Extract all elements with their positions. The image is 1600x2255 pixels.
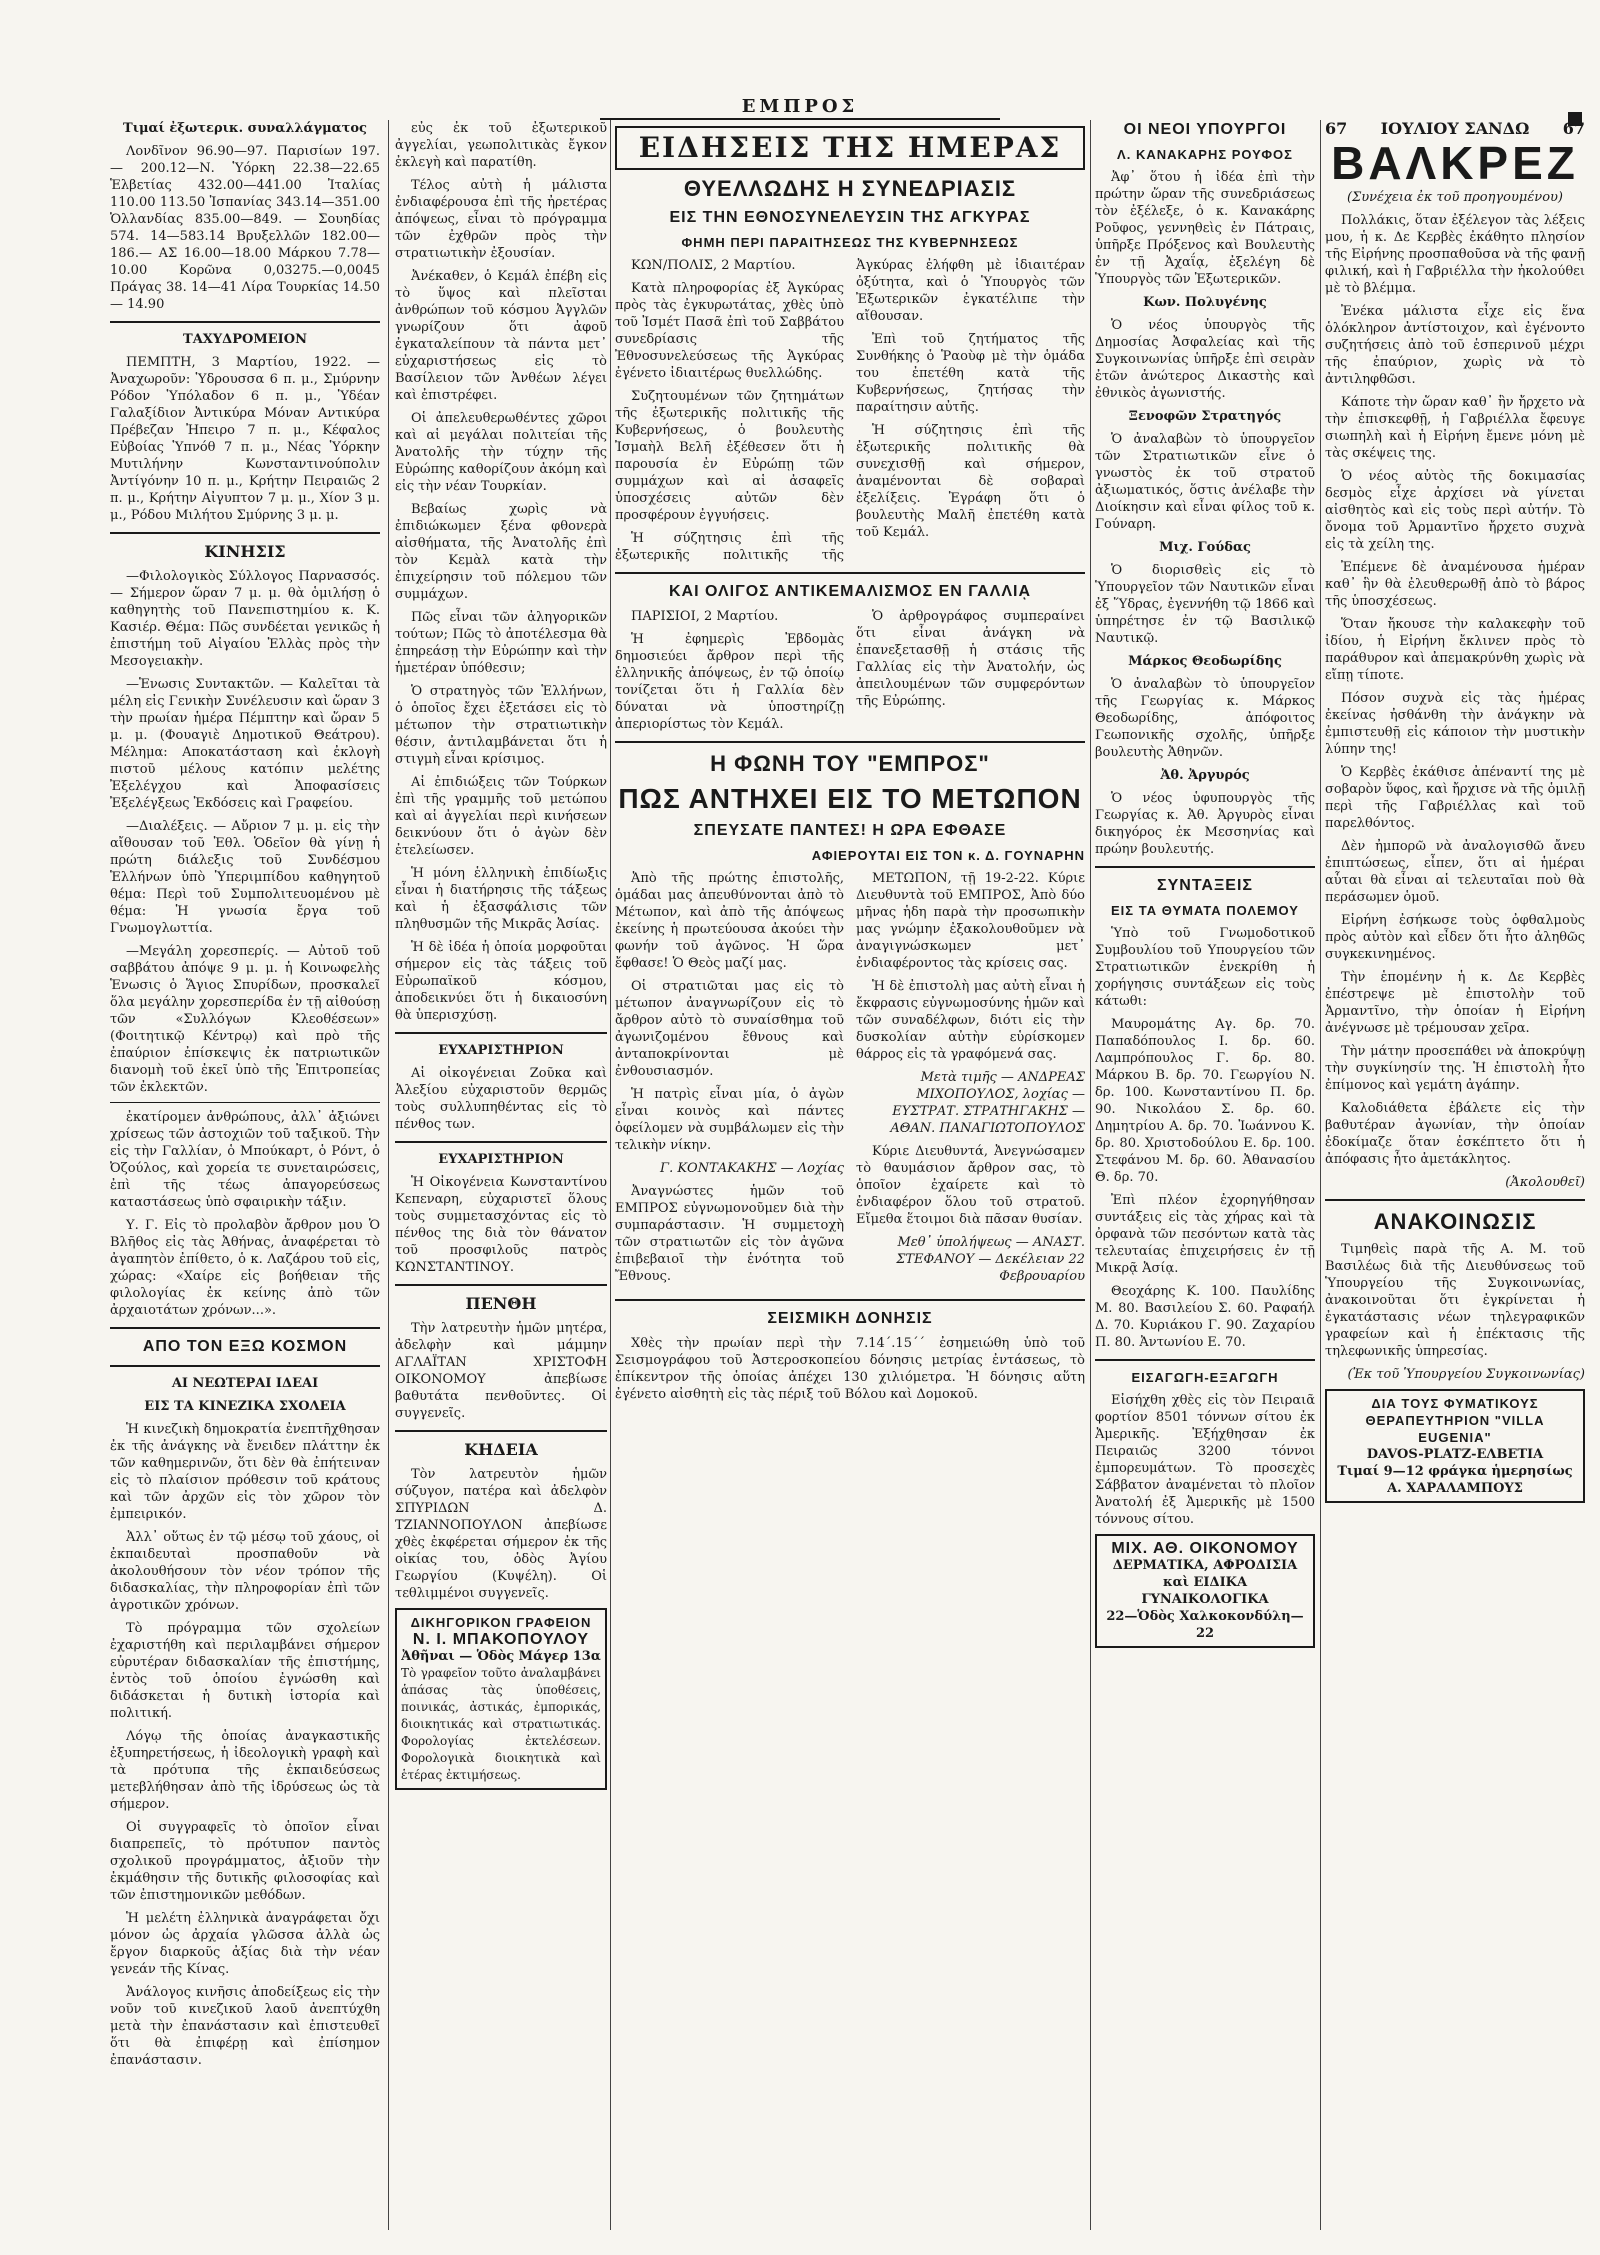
dateline: ΠΑΡΙΣΙΟΙ, 2 Μαρτίου.	[631, 609, 779, 624]
divider	[395, 1032, 607, 1034]
novel-title: ΒΑΛΚΡΕΖ	[1331, 137, 1579, 189]
article-paragraph: Ὁ νέος ὑπουργὸς τῆς Δημοσίας Ἀσφαλείας καὶ τῆς Συγκοινωνίας ὑπῆρξε ἐπὶ σειρὰν ἐτῶν ἀνώτερος Δικαστὴς καὶ ἐθνικὸς ἀγωνιστής.	[1095, 318, 1315, 401]
thanks-title: ΕΥΧΑΡΙΣΤΗΡΙΟΝ	[438, 1152, 564, 1167]
ad-line: DAVOS-PLATZ-ΕΛΒΕΤΙΑ	[1366, 1447, 1544, 1462]
ideas-title: ΑΙ ΝΕΩΤΕΡΑΙ ΙΔΕΑΙ	[171, 1376, 319, 1391]
ad-line: Α. ΧΑΡΑΛΑΜΠΟΥΣ	[1387, 1481, 1523, 1496]
ideas-paragraph: Λόγῳ τῆς ὁποίας ἀναγκαστικῆς ἐξυπηρετήσεως, ἡ ἰδεολογικὴ γραφὴ καὶ τὰ πρότυπα τῆς ἐκπαιδεύσεως μετεβλήθησαν ἀπὸ τῆς ἰδρύσεως ὡς τὰ σήμερον.	[110, 1729, 380, 1812]
ideas-paragraph: Ἡ μελέτη ἐλληνικὰ ἀναγράφεται ὄχι μόνον ὡς ἀρχαία γλῶσσα ἀλλὰ ὡς ἔργον διαρκοῦς ἀξίας διὰ τὴν νέαν γενεάν τῆς Κίνας.	[110, 1911, 380, 1977]
serial-title: ΙΟΥΛΙΟΥ ΣΑΝΔΩ	[1380, 120, 1530, 138]
headline: ΦΗΜΗ ΠΕΡΙ ΠΑΡΑΙΤΗΣΕΩΣ ΤΗΣ ΚΥΒΕΡΝΗΣΕΩΣ	[681, 235, 1019, 250]
ideas-paragraph: Ἀνάλογος κινῆσις ἀποδείξεως εἰς τὴν νοῦν τοῦ κινεζικοῦ λαοῦ ἀνεπτύχθη μετὰ τὴν ἐπανάστασιν καὶ ἐπιστευθεῖ ὅτι θὰ ἐπιφέρῃ καὶ ἐπίσημον ἐπανάστασιν.	[110, 1985, 380, 2068]
exchange-text: Λονδῖνον 96.90—97. Παρισίων 197. — 200.12—Ν. Ὑόρκη 22.38—22.65 Ἑλβετίας 432.00—441.00 Ἰταλίας 110.00 113.50 Ἰσπανίας 343.14—351.00 Ὁλλανδίας 835.00—849. — Σουηδίας 574. 14—583.14 Βρυξελλῶν 182.00—186.— ΑΣ 16.00—18.00 Μάρκου 7.78—10.00 Κορῶνα 0,03275.—0,0045 Πράγας 38. 14—41 Λίρα Τουρκίας 14.50 — 14.90	[110, 144, 380, 312]
headline: ΚΑΙ ΟΛΙΓΟΣ ΑΝΤΙΚΕΜΑΛΙΣΜΟΣ ΕΝ ΓΑΛΛΙᾼ	[668, 583, 1032, 600]
column-4	[1095, 120, 1315, 2230]
divider	[615, 741, 1085, 743]
novel-paragraph: Τὴν μάτην προσεπάθει νὰ ἀποκρύψῃ τὴν συγκίνησίν της. Ἡ ἐπιστολὴ ἦτο ἐπίμονος καὶ γεμάτη ἀγάπην.	[1325, 1044, 1585, 1093]
article-paragraph: Ἐπὶ πλέον ἐχορηγήθησαν συντάξεις εἰς τὰς χήρας καὶ τὰ ὀρφανὰ τῶν πεσόντων κατὰ τὰς τελευταίας ἐπιχειρήσεις ἐν τῇ Μικρᾷ Ἀσίᾳ.	[1095, 1193, 1315, 1276]
headline: ΣΕΙΣΜΙΚΗ ΔΟΝΗΣΙΣ	[767, 1310, 933, 1327]
article-paragraph: Ἀναγνώστες ἡμῶν τοῦ ΕΜΠΡΟΣ εὐγνωμονοῦμεν διὰ τὴν συμπαράστασιν. Ἡ συμμετοχὴ τῶν στρατιωτῶν εἰς τὸν ἀγῶνα ἐπιβεβαιοῖ τὴν ἑνότητα τοῦ Ἔθνους.	[615, 1184, 844, 1284]
continued-note: (Ἀκολουθεῖ)	[1505, 1175, 1585, 1190]
subheadline: Ἀθ. Ἀργυρός	[1160, 768, 1250, 783]
body-paragraph: Τέλος αὐτὴ ἡ μάλιστα ἐνδιαφέρουσα ἐπὶ τῆς ἠρετέρας ἀπόψεως, εἶναι τὸ πρόγραμμα τῶν ἐχθρῶν πρὸς τὴν στρατιωτικὴν ἐξουσίαν.	[395, 178, 607, 261]
divider	[110, 321, 380, 323]
novel-paragraph: Κάποτε τὴν ὥραν καθ᾽ ἣν ἤρχετο νὰ τὴν ἐπισκεφθῇ, ἡ Γαβριέλλα ἔφευγε σιωπηλὴ καὶ ἡ Εἰρήνη ἔμενε μόνη μὲ τὰς σκέψεις της.	[1325, 395, 1585, 461]
article-paragraph: Κατὰ πληροφορίας ἐξ Ἀγκύρας πρὸς τὰς ἐγκυρωτάτας, χθὲς ὑπὸ τοῦ Ἰσμέτ Πασᾶ ἐπὶ τοῦ Σαββάτου συνεδρίασις τῆς Ἐθνοσυνελεύσεως τῆς Ἀγκύρας ἐγένετο ἰδιαιτέρως θυελλώδης.	[615, 281, 844, 381]
divider	[110, 1327, 380, 1329]
novel-paragraph: Καλοδιάθετα ἐβάλετε εἰς τὴν βαθυτέραν ἀγωνίαν, τὴν ὁποίαν ἐδοκίμαζε ὅταν ἐσκέπτετο ὅτι ἡ ἀπόφασις ἦτο ἀμετάκλητος.	[1325, 1101, 1585, 1167]
law-office-ad	[395, 1608, 607, 1790]
headline: ΕΙΣ ΤΑ ΘΥΜΑΤΑ ΠΟΛΕΜΟΥ	[1111, 903, 1299, 918]
office-title: ΔΙΚΗΓΟΡΙΚΟΝ ΓΡΑΦΕΙΟΝ	[410, 1615, 592, 1630]
ad-name: ΜΙΧ. ΑΘ. ΟΙΚΟΝΟΜΟΥ	[1111, 1540, 1299, 1557]
divider	[110, 1365, 380, 1367]
signature: Γ. ΚΟΝΤΑΚΑΚΗΣ — Λοχίας	[660, 1161, 844, 1176]
ideas-paragraph: Τὸ πρόγραμμα τῶν σχολείων ἐχαριστήθη καὶ περιλαμβάνει σήμερον εὐρυτέραν διδασκαλίαν τῆς ἐπιστήμης, ἐντὸς τοῦ ὁποίου ἐγνώσθη καὶ διδάσκεται ἡ δυτικὴ ἱστορία καὶ πολιτική.	[110, 1621, 380, 1721]
divider	[110, 1102, 380, 1103]
office-name: Ν. Ι. ΜΠΑΚΟΠΟΥΛΟΥ	[412, 1631, 590, 1648]
article-paragraph: Ἐπὶ τοῦ ζητήματος τῆς Συνθήκης ὁ Ῥαοὺφ μὲ τὴν ὁμάδα του ἐπετέθη κατὰ τῆς Κυβερνήσεως, ζητήσας τὴν παραίτησιν αὐτῆς.	[856, 332, 1085, 415]
headline: ΣΥΝΤΑΞΕΙΣ	[1157, 877, 1253, 894]
subheadline: Μιχ. Γούδας	[1159, 540, 1251, 555]
column-1	[110, 120, 380, 2230]
novel-paragraph: Ὅταν ἤκουσε τὴν καλακεφὴν τοῦ ἰδίου, ἡ Εἰρήνη ἔκλινεν πρὸς τὸ παράθυρον καὶ ἀπεμακρύνθη χωρὶς νὰ εἴπῃ τίποτε.	[1325, 617, 1585, 683]
divider	[1095, 1359, 1315, 1361]
article-paragraph: Ἡ ἐφημερὶς Ἐβδομὰς δημοσιεύει ἄρθρον περὶ τῆς ἑλληνικῆς ἀπόψεως, ἐν τῷ ὁποίῳ τονίζεται ὅτι ἡ Γαλλία δὲν δύναται νὰ ὑποστηρίζῃ ἀπεριορίστως τὸν Κεμάλ.	[615, 632, 844, 732]
divider	[615, 572, 1085, 574]
thanks-title: ΕΥΧΑΡΙΣΤΗΡΙΟΝ	[438, 1043, 564, 1058]
body-paragraph: Αἱ ἐπιδιώξεις τῶν Τούρκων ἐπὶ τῆς γραμμῆς τοῦ μετώπου καὶ αἱ ἀγγελίαι περὶ κινήσεων δεικνύουν ὅτι ὁ ἀγὼν δὲν ἐτελείωσεν.	[395, 775, 607, 858]
signature: Μετὰ τιμῆς — ΑΝΔΡΕΑΣ ΜΙΧΟΠΟΥΛΟΣ, λοχίας — ΕΥΣΤΡΑΤ. ΣΤΡΑΤΗΓΑΚΗΣ — ΑΘΑΝ. ΠΑΝΑΓΙΩΤΟΠΟΥΛΟΣ	[890, 1070, 1085, 1136]
article-paragraph: Ἡ δὲ ἐπιστολὴ μας αὐτὴ εἶναι ἡ ἔκφρασις εὐγνωμοσύνης ἡμῶν καὶ τῶν συναδέλφων, διότι εἰς τὴν δυσκολίαν αὐτὴν εὑρίσκομεν θάρρος εἰς τὰ γραφόμενά σας.	[856, 979, 1085, 1062]
divider	[615, 1299, 1085, 1301]
article-paragraph: ΜΕΤΩΠΟΝ, τῇ 19-2-22. Κύριε Διευθυντὰ τοῦ ΕΜΠΡΟΣ, Ἀπὸ δύο μῆνας ἡδη παρὰ τὴν προσωπικὴν μας γνώμην ἐξακολουθοῦμεν νὰ ἀναγιγνώσκωμεν μετ᾽ ἐνδιαφέροντος τὰς κρίσεις σας.	[856, 871, 1085, 971]
post-text: ΠΕΜΠΤΗ, 3 Μαρτίου, 1922. — Ἀναχωροῦν: Ὑδρουσσα 6 π. μ., Σμύρνην Ρόδον Ὑπόλαδον 6 π. μ., Ὑδέαν Γαλαξίδιον Ἀντικύρα Μόναν Αντικύρα Πρέβεζαν Ἠπειρο 7 π. μ., Κέφαλος Εὐβοίας Ὑπνόθ 7 π. μ., Νέας Ὑόρκην Μυτιλήνην Κωνσταντινούπολιν Ἀντίγόνην 10 π. μ., Κρήτην Πειραιῶς 2 π. μ., Κρήτην Αἰγυπτον 7 μ. μ., Χίον 3 μ. μ., Ρόδου Μιλήτου Σμύρνης 3 μ. μ.	[110, 355, 380, 523]
article-paragraph: Ὁ διορισθεὶς εἰς τὸ Ὑπουργεῖον τῶν Ναυτικῶν εἶναι ἐξ Ὕδρας, ἐγεννήθη τῷ 1866 καὶ ὑπηρέτησε ἐν τῷ Βασιλικῷ Ναυτικῷ.	[1095, 563, 1315, 646]
body-paragraph: Πῶς εἶναι τῶν ἀληγορικῶν τούτων; Πῶς τὸ ἀποτέλεσμα θὰ ἐπηρεάσῃ τὴν Εὐρώπην καὶ τὴν ἡμετέραν ὑπόθεσιν;	[395, 610, 607, 676]
ad-line: ΔΕΡΜΑΤΙΚΑ, ΑΦΡΟΔΙΣΙΑ	[1112, 1558, 1298, 1573]
article-body	[615, 870, 1085, 1291]
novel-paragraph: Πόσον συχνὰ εἰς τὰς ἡμέρας ἐκείνας ἠσθάνθη τὴν ἀνάγκην νὰ ἐμπιστευθῇ εἰς κάποιον τὴν μυστικὴν λύπην της!	[1325, 691, 1585, 757]
novel-subtitle: (Συνέχεια ἐκ τοῦ προηγουμένου)	[1346, 190, 1564, 205]
mourning-text: Τὴν λατρευτὴν ἡμῶν μητέρα, ἀδελφὴν καὶ μάμμην ΑΓΛΑΪΤΑΝ ΧΡΙΣΤΟΦΗ ΟΙΚΟΝΟΜΟΥ ἀπεβίωσε βαθυτάτα πενθοῦντες. Οἱ συγγενεῖς.	[395, 1321, 607, 1421]
article-paragraph: Ὁ νέος ὑφυπουργὸς τῆς Γεωργίας κ. Ἀθ. Ἀργυρὸς εἶναι δικηγόρος ἐκ Μεσσηνίας καὶ πρώην βουλευτής.	[1095, 791, 1315, 857]
headline: ΠΩΣ ΑΝΤΗΧΕΙ ΕΙΣ ΤΟ ΜΕΤΩΠΟΝ	[618, 783, 1082, 814]
headline: ΕΙΣΑΓΩΓΗ-ΕΞΑΓΩΓΗ	[1131, 1370, 1279, 1385]
world-title: ΑΠΟ ΤΟΝ ΕΞΩ ΚΟΣΜΟΝ	[142, 1338, 348, 1355]
headline: ΣΠΕΥΣΑΤΕ ΠΑΝΤΕΣ! Η ΩΡΑ ΕΦΘΑΣΕ	[693, 822, 1007, 839]
post-title: ΤΑΧΥΔΡΟΜΕΙΟΝ	[183, 332, 307, 347]
serial-header	[1325, 120, 1585, 137]
masthead: ΕΜΠΡΟΣ	[741, 96, 859, 117]
body-paragraph: Υ. Γ. Εἰς τὸ προλαβὸν ἄρθρον μου Ὁ Βλῆθος εἰς τὰς Ἀθήνας, ἀναφέρεται τὸ ἀγαπητὸν ἐπίθετο, ὁ κ. Λαζάρου τοῦ εἰς, χώρας: «Χαίρε εἰς βοήθειαν τῆς φιλολογίας ἐκ κείνης ἀπὸ τῶν ἀρχαιοτάτων χρόνων...».	[110, 1218, 380, 1318]
ideas-subtitle: ΕΙΣ ΤΑ ΚΙΝΕΖΙΚΑ ΣΧΟΛΕΙΑ	[144, 1399, 346, 1414]
article-body	[615, 257, 1085, 564]
article-paragraph: Ὁ ἀναλαβὼν τὸ ὑπουργεῖον τῶν Στρατιωτικῶν εἶνε ὁ γνωστὸς ἐκ τοῦ στρατοῦ ἀξιωματικός, ὅστις ἀνέλαβε τὴν Διοίκησιν καὶ εἶναι φίλος τοῦ κ. Γούναρη.	[1095, 432, 1315, 532]
ad-line: ΘΕΡΑΠΕΥΤΗΡΙΟΝ "VILLA EUGENIA"	[1365, 1413, 1545, 1445]
funeral-title: ΚΗΔΕΙΑ	[464, 1440, 538, 1459]
ad-address: 22—Ὁδὸς Χαλκοκονδύλη—22	[1106, 1609, 1304, 1641]
office-address: Ἀθῆναι — Ὁδὸς Μάγερ 13α	[401, 1649, 601, 1664]
article-paragraph: Ὁ ἀρθρογράφος συμπεραίνει ὅτι εἶναι ἀνάγκη νὰ ἐπανεξετασθῇ ἡ στάσις τῆς Γαλλίας εἰς τὴν Ἀνατολήν, ὡς ἀπειλουμένων τῶν συμφερόντων τῆς Εὐρώπης.	[856, 609, 1085, 709]
novel-paragraph: Εἰρήνη ἐσήκωσε τοὺς ὀφθαλμοὺς πρὸς αὐτὸν καὶ εἶδεν ὅτι ἦτο ἀληθῶς συγκεκινημένος.	[1325, 913, 1585, 962]
divider	[110, 532, 380, 534]
column-divider	[1090, 120, 1091, 2230]
subheadline: Μάρκος Θεοδωρίδης	[1128, 654, 1282, 669]
article-paragraph: Ὁ ἀναλαβὼν τὸ ὑπουργεῖον τῆς Γεωργίας κ. Μάρκος Θεοδωρίδης, ἀπόφοιτος Γεωπονικῆς σχολῆς, ὑπῆρξε βουλευτὴς Ἀθηνῶν.	[1095, 677, 1315, 760]
news-banner: ΕΙΔΗΣΕΙΣ ΤΗΣ ΗΜΕΡΑΣ	[638, 131, 1062, 164]
article-paragraph: Ἡ πατρὶς εἶναι μία, ὁ ἀγὼν εἶναι κοινὸς καὶ πάντες ὀφείλομεν νὰ συμβάλωμεν εἰς τὴν τελικὴν νίκην.	[615, 1087, 844, 1153]
body-paragraph: Ἀνέκαθεν, ὁ Κεμάλ ἐπέβη εἰς τὸ ὕψος καὶ πλεῖσται ἀνθρώπων τοῦ κόσμου Ἀγγλῶν γνωρίζουν ὅτι ἀφοῦ ἐγκαταλείπουν τὰ πάντα μετ᾽ εὐχαριστήσεως εἰς τὸ Βασίλειον τῶν Ἀνθέων λέγει καὶ ἐπιστρέφει.	[395, 269, 607, 403]
divider	[395, 1430, 607, 1432]
headline: ΘΥΕΛΛΩΔΗΣ Η ΣΥΝΕΔΡΙΑΣΙΣ	[683, 176, 1017, 201]
novel-paragraph: Τὴν ἑπομένην ἡ κ. Δε Κερβὲς ἐπέστρεψε μὲ ἐπιστολὴν τοῦ Ἀρμαντῖνο, τὴν ὁποίαν ἡ Εἰρήνη ἀνέγνωσε μὲ τρέμουσαν χεῖρα.	[1325, 970, 1585, 1036]
subheadline: Ξενοφῶν Στρατηγός	[1128, 409, 1282, 424]
headline: Η ΦΩΝΗ ΤΟΥ "ΕΜΠΡΟΣ"	[710, 751, 990, 776]
mourning-title: ΠΕΝΘΗ	[465, 1294, 537, 1313]
ideas-paragraph: Ἡ κινεζικὴ δημοκρατία ἐνεπτῆχθησαν ἐκ τῆς ἀνάγκης νὰ ἔνειδεν πλάττην ἐκ τῶν καθημερινῶν, ὅτι δὲν θὰ ἐπήτειναν εἰς τὸ πλαίσιον πρόθεσιν τοῦ κράτους καὶ τῶν ἀρχῶν εἰς τὸν χῶρον τὸν ἐμπειρικόν.	[110, 1422, 380, 1522]
moves-title: ΚΙΝΗΣΙΣ	[204, 542, 286, 561]
article-paragraph: Οἱ στρατιῶται μας εἰς τὸ μέτωπον ἀναγνωρίζουν εἰς τὸ ἄρθρον αὐτὸ τὸ συναίσθημα τοῦ ἀγωνιζομένου ἔθνους καὶ ἀνταποκρίνονται μὲ ἐνθουσιασμόν.	[615, 979, 844, 1079]
thanks-text: Αἱ οἰκογένειαι Ζοῦκα καὶ Ἀλεξίου εὐχαριστοῦν θερμῶς τοὺς συλλυπηθέντας εἰς τὸ πένθος των.	[395, 1066, 607, 1132]
dedication: ΑΦΙΕΡΟΥΤΑΙ ΕΙΣ ΤΟΝ κ. Δ. ΓΟΥΝΑΡΗΝ	[811, 848, 1085, 863]
exchange-title: Τιμαί ἐξωτερικ. συναλλάγματος	[123, 121, 367, 136]
moves-paragraph: —Μεγάλη χορεσπερίς. — Αὐτοῦ τοῦ σαββάτου ἀπόψε 9 μ. μ. ἡ Κοινωφελὴς Ἑνωσις ὁ Ἅγιος Σπυρίδων, προσκαλεῖ ὅλα μεγάλην χορεσπερίδα ἐν τῇ αἰθούσῃ τῶν «Συλλόγων Κλεοθέσεων» (Φοιτητικῷ Κέντρῳ) καὶ πρὸ τῆς ἐπαύριον ἐπίσκεψις ἐκ πατριωτικῶν διανομὴ τοῦ ἐκεῖ ὑπὸ τῆς Ἐπιτροπείας τῶν ἐκλεκτῶν.	[110, 944, 380, 1095]
article-body	[615, 608, 1085, 733]
subheadline: Κων. Πολυγένης	[1143, 295, 1267, 310]
novel-paragraph: Ὁ νέος αὐτὸς τῆς δοκιμασίας δεσμὸς εἶχε ἀρχίσει νὰ γίνεται αἰσθητὸς καὶ εἰς τοὺς περὶ αὐτήν. Τὸ ὄνομα τοῦ Ἀρμαντῖνο ἤρχετο συχνὰ εἰς τὰ χείλη της.	[1325, 469, 1585, 552]
ad-line: καὶ ΕΙΔΙΚΑ ΓΥΝΑΙΚΟΛΟΓΙΚΑ	[1141, 1575, 1269, 1607]
novel-paragraph: Ὁ Κερβὲς ἐκάθισε ἀπέναντί της μὲ σοβαρὸν ὕφος, καὶ ἤρχισε νὰ τῆς ὁμιλῇ περὶ τῆς Γαβριέλλας καὶ τοῦ παρελθόντος.	[1325, 765, 1585, 831]
column-5	[1325, 120, 1585, 2230]
article-paragraph: Θεοχάρης Κ. 100. Παυλίδης Μ. 80. Βασιλείου Σ. 60. Ραφαήλ Δ. 70. Κυριάκου Γ. 90. Ζαχαρίου Π. 80. Ἀντωνίου Ε. 70.	[1095, 1284, 1315, 1350]
article-paragraph: Ἡ σύζητησις ἐπὶ τῆς ἐξωτερικῆς πολιτικῆς θὰ συνεχισθῇ καὶ σήμερον, ἀναμένονται δὲ σοβαραὶ ἐξελίξεις. Ἐγράφη ὅτι ὁ βουλευτὴς Μαλῆ ἐπετέθη κατὰ τοῦ Κεμάλ.	[856, 423, 1085, 540]
serial-number: 67	[1562, 120, 1585, 138]
article-paragraph: Εἰσήχθη χθὲς εἰς τὸν Πειραιᾶ φορτίον 8501 τόννων σίτου ἐκ Ἀμερικῆς. Ἐξήχθησαν ἐκ Πειραιῶς 3200 τόννοι ἐμπορευμάτων. Τὸ προσεχὲς Σάββατον ἀναμένεται τὸ πλοῖον Ἀνατολή ἐξ Ἀμερικῆς μὲ 1500 τόννους σίτου.	[1095, 1393, 1315, 1527]
signature: Μεθ᾽ ὑπολήψεως — ΑΝΑΣΤ. ΣΤΕΦΑΝΟΥ — Δεκέλειαν 22 Φεβρουαρίου	[896, 1235, 1085, 1284]
body-paragraph: Ἡ μόνη ἑλληνικὴ ἐπιδίωξις εἶναι ἡ διατήρησις τῆς τάξεως καὶ ἡ ἐξασφάλισις τῶν πληθυσμῶν τῆς Μικρᾶς Ἀσίας.	[395, 866, 607, 932]
body-paragraph: ἐκατίρομεν ἀνθρώπους, ἀλλ᾽ ἀξιώνει χρίσεως τῶν ἀστοχιῶν τοῦ ταξικοῦ. Τὴν εἰς τὴν Γαλλίαν, ὁ Μπούκαρτ, ὁ Ρόντ, ὁ Ὀζούλος, καὶ χορεία τε συνεταιρώσεις, ἐπὶ τῆς τέως ἀπαγορεύσεως καταστάσεως ὑπὸ σφαιρικὴν τάξιν.	[110, 1110, 380, 1210]
doctor-ad	[1095, 1534, 1315, 1648]
news-banner-box	[615, 126, 1085, 170]
divider	[1325, 1199, 1585, 1201]
serial-number: 67	[1325, 120, 1348, 138]
article-paragraph: Μαυρομάτης Αγ. δρ. 70. Παπαδόπουλος Ι. δρ. 60. Λαμπρόπουλος Γ. δρ. 80. Μάρκου Β. δρ. 70. Γεωργίου Ν. δρ. 100. Κωνσταντίνου Π. δρ. 90. Νικολάου Σ. δρ. 60. Δημητρίου Α. δρ. 70. Ἰωάννου Κ. δρ. 80. Χριστοδούλου Ε. δρ. 100. Στεφάνου Μ. δρ. 60. Ἀθανασίου Θ. δρ. 70.	[1095, 1017, 1315, 1185]
novel-paragraph: Ἐπέμενε δὲ ἀναμένουσα ἡμέραν καθ᾽ ἣν θὰ ἐλευθερωθῇ ἀπὸ τὸ βάρος τῆς ὑποσχέσεως.	[1325, 560, 1585, 609]
article-paragraph: Ἀπὸ τῆς πρώτης ἐπιστολῆς, ὁμάδαι μας ἀπευθύνονται ἀπὸ τὸ Μέτωπον, καὶ ἀπὸ τῆς ἀπόψεως ἐκείνης ἡ πρωτεύουσα ἀκούει τὴν φωνήν τοῦ ἀγῶνος. Ἡ ὥρα ἔφθασε! Ὁ Θεὸς μαζί μας.	[615, 871, 844, 971]
ideas-paragraph: Ἀλλ᾽ οὕτως ἐν τῷ μέσῳ τοῦ χάους, οἱ ἐκπαιδευταὶ προσπαθοῦν νὰ ἀκολουθήσουν τὸν νέον τρόπον τῆς διδασκαλίας, τὴν πληροφορίαν ἐπὶ τῶν ἀγροτικῶν χρόνων.	[110, 1530, 380, 1613]
article-paragraph: Ἀφ᾽ ὅτου ἡ ἰδέα ἐπὶ τὴν πρώτην ὥραν τῆς συνεδριάσεως τὸν ἐξέλεξε, ὁ κ. Κανακάρης Ροῦφος, γεννηθεὶς ἐν Πάτραις, ὑπῆρξε Πρόξενος καὶ Βουλευτὴς ἐν τῇ Ἀχαΐᾳ, ἐξελέγη δὲ Ὑπουργὸς τῶν Ἐξωτερικῶν.	[1095, 170, 1315, 287]
dateline: ΚΩΝ/ΠΟΛΙΣ, 2 Μαρτίου.	[631, 258, 796, 273]
body-paragraph: Ἡ δὲ ἰδέα ἡ ὁποία μορφοῦται σήμερον εἰς τὰς τάξεις τοῦ Εὐρωπαϊκοῦ κόσμου, ἀποδεικνύει ὅτι ἡ δικαιοσύνη θὰ ὑπερισχύσῃ.	[395, 940, 607, 1023]
moves-paragraph: —Ἑνωσις Συντακτῶν. — Καλεῖται τὰ μέλη εἰς Γενικὴν Συνέλευσιν καὶ ὥραν 3 τὴν πρωίαν ἡμέρα Πέμπτην καὶ ὥραν 5 μ. μ. (Φουαγιὲ Δημοτικοῦ Θεάτρου). Μέλημα: Αποκατάσταση καὶ ἐκλογὴ πιστοῦ μέλους κατόπιν μελέτης Ἐξελέγχου καὶ Ἀποφασίσεις Ἐξελέγξεως Ἐκδόσεις καὶ Γραφείου.	[110, 677, 380, 811]
column-divider	[610, 120, 611, 2230]
notice-signature: (Ἐκ τοῦ Ὑπουργείου Συγκοινωνίας)	[1347, 1367, 1585, 1382]
novel-paragraph: Ἐνέκα μάλιστα εἶχε εἰς ἕνα ὁλόκληρον ἀντίστοιχον, καὶ ἐγένοντο συζητήσεις ἀπὸ τοῦ ἑσπερινοῦ μέχρι τῆς ἐπαύριον, χωρὶς νὰ τὸ ἀντιληφθῶσι.	[1325, 304, 1585, 387]
article-paragraph: Συζητουμένων τῶν ζητημάτων τῆς ἐξωτερικῆς πολιτικῆς τῆς Κυβερνήσεως, ὁ βουλευτὴς Ἰσμαὴλ Βελῆ ἐξέθεσεν ὅτι ἡ παρουσία ἐν Εὐρώπῃ τῶν συμμάχων καὶ αἱ ἀσαφεῖς ὑποσχέσεις αὐτῶν δὲν προσφέρουν ἐγγυήσεις.	[615, 389, 844, 523]
novel-paragraph: Πολλάκις, ὅταν ἐξέλεγον τὰς λέξεις μου, ἡ κ. Δε Κερβὲς ἐκάθητο πλησίον τῆς Εἰρήνης προσπαθοῦσα νὰ τῆς φανῇ φιλική, καὶ ἡ Γαβριέλλα τὴν ἠκολούθει μὲ τὸ βλέμμα.	[1325, 213, 1585, 296]
body-paragraph: Οἱ ἀπελευθερωθέντες χῶροι καὶ αἱ μεγάλαι πολιτείαι τῆς Ἀνατολῆς τὴν τύχην τῆς Εὐρώπης καθορίζουν ἀκόμη καὶ εἰς τὴν νέαν Τουρκίαν.	[395, 411, 607, 494]
divider	[395, 1284, 607, 1286]
article-paragraph: Ὑπὸ τοῦ Γνωμοδοτικοῦ Συμβουλίου τοῦ Υπουργείου τῶν Στρατιωτικῶν ἐνεκρίθη ἡ χορήγησις συντάξεων εἰς τοὺς κάτωθι:	[1095, 926, 1315, 1009]
funeral-text: Τὸν λατρευτὸν ἡμῶν σύζυγον, πατέρα καὶ ἀδελφὸν ΣΠΥΡΙΔΩΝ Δ. ΤΖΙΑΝΝΟΠΟΥΛΟΝ ἀπεβίωσε χθὲς ἐκφέρεται σήμερον ἐκ τῆς οἰκίας του, ὁδὸς Ἀγίου Γεωργίου (Κυψέλη). Οἱ τεθλιμμένοι συγγενεῖς.	[395, 1467, 607, 1601]
column-divider	[388, 120, 389, 2230]
ad-line: Τιμαί 9—12 φράγκα ἡμερησίως	[1337, 1464, 1573, 1479]
notice-text: Τιμηθεὶς παρὰ τῆς Α. Μ. τοῦ Βασιλέως διὰ τῆς Διευθύνσεως τοῦ Ὑπουργείου τῆς Συγκοινωνίας, ἀνακοινοῦται ὅτι ἐγκρίνεται ἡ ἐγκατάστασις νέων τηλεγραφικῶν γραφείων καὶ ἡ ἐπέκτασις τῆς τηλεφωνικῆς ὑπηρεσίας.	[1325, 1242, 1585, 1359]
notice-title: ΑΝΑΚΟΙΝΩΣΙΣ	[1373, 1209, 1537, 1234]
body-paragraph: εὐς ἐκ τοῦ ἐξωτερικοῦ ἀγγελίαι, γεωπολιτικὰς ἔγκον ἐκλεγὴ καὶ παρατίθη.	[395, 121, 607, 170]
ideas-paragraph: Οἱ συγγραφεῖς τὸ ὁποῖον εἶναι διαπρεπεῖς, τὸ πρότυπον παντὸς σχολικοῦ προγράμματος, ἀξιοῦν τὴν ἐκμάθησιν τῆς δυτικῆς φιλοσοφίας καὶ τῶν ἐπιστημονικῶν μεθόδων.	[110, 1820, 380, 1903]
headline: ΟΙ ΝΕΟΙ ΥΠΟΥΡΓΟΙ	[1123, 121, 1287, 138]
moves-paragraph: —Διαλέξεις. — Αὔριον 7 μ. μ. εἰς τὴν αἴθουσαν τοῦ Ἐθλ. Ὁδεῖον θὰ γίνῃ ἡ πρώτη διάλεξις τοῦ Συνδέσμου Ἑλλήνων ὑπὸ Ὑπεριμπίδου καθηγητοῦ θέμα: Περὶ τοῦ Συμπολιτευομένου μὲ θέμα: Ἡ γνωσία ἔργα τοῦ Γνωμογλωττία.	[110, 819, 380, 936]
headline: ΕΙΣ ΤΗΝ ΕΘΝΟΣΥΝΕΛΕΥΣΙΝ ΤΗΣ ΑΓΚΥΡΑΣ	[669, 209, 1031, 226]
moves-paragraph: —Φιλολογικὸς Σύλλογος Παρνασσός. — Σήμερον ὥραν 7 μ. μ. θὰ ὁμιλήσῃ ὁ καθηγητὴς τοῦ Πανεπιστημίου κ. Κ. Κασιέρ. Θέμα: Πῶς συνδέεται γενικῶς ἡ ἐπιστήμη τοῦ Αἰγαίου Ἑλλὰς πρὸς τὴν Μεσογειακὴν.	[110, 569, 380, 669]
divider	[1095, 866, 1315, 868]
subheadline: Λ. ΚΑΝΑΚΑΡΗΣ ΡΟΥΦΟΣ	[1117, 147, 1293, 162]
column-2	[395, 120, 607, 2230]
body-paragraph: Βεβαίως χωρὶς νὰ ἐπιδιώκωμεν ξένα φθονερὰ αἰσθήματα, τῆς Ἀνατολῆς ἐπὶ τὸν Κεμὰλ κατὰ τὴν ἐπιχείρησιν τοῦ πόλεμου τῶν συμμάχων.	[395, 502, 607, 602]
office-text: Τὸ γραφεῖον τοῦτο ἀναλαμβάνει ἁπάσας τὰς ὑποθέσεις, ποινικάς, ἀστικάς, ἐμπορικάς, διοικητικάς καὶ στρατιωτικάς. Φορολογίας ἐκτελέσεων. Φορολογικὰ διοικητικὰ καὶ ἑτέρας ἐκτιμήσεως.	[401, 1666, 601, 1782]
article-paragraph: Κύριε Διευθυντά, Ἀνεγνώσαμεν τὸ θαυμάσιον ἄρθρον σας, τὸ ὁποῖον ἐχαίρετε καὶ τὸ ἐνδιαφέρον ὅλου τοῦ στρατοῦ. Εἴμεθα ἕτοιμοι διὰ πᾶσαν θυσίαν.	[856, 1144, 1085, 1227]
body-paragraph: Ὁ στρατηγὸς τῶν Ἑλλήνων, ὁ ὁποῖος ἔχει ἐξετάσει εἰς τὸ μέτωπον τὴν στρατιωτικὴν θέσιν, ἀντιλαμβάνεται ὅτι ἡ στιγμὴ εἶναι κρίσιμος.	[395, 684, 607, 767]
thanks-text: Ἡ Οἰκογένεια Κωνσταντίνου Κεπεναρη, εὐχαριστεῖ ὅλους τοὺς συμμετασχόντας εἰς τὸ πένθος της διὰ τὸν θάνατον τοῦ προσφιλοῦς πατρὸς ΚΩΝΣΤΑΝΤΙΝΟΥ.	[395, 1175, 607, 1275]
article-paragraph: Ἡ σύζητησις ἐπὶ τῆς ἐξωτερικῆς πολιτικῆς τῆς Ἀγκύρας ἐλήφθη μὲ ἰδιαιτέραν ὀξύτητα, καὶ ὁ Ὑπουργὸς τῶν Ἐξωτερικῶν ἐγκατέλιπε τὴν αἴθουσαν.	[615, 258, 1085, 563]
sanatorium-ad	[1325, 1389, 1585, 1503]
novel-paragraph: Δὲν ἠμπορῶ νὰ ἀναλογισθῶ ἄνευ ἐπιπτώσεως, εἶπεν, ὅτι αἱ ἡμέραι αὗται θὰ εἶναι αἱ τελευταῖαι ποὺ θὰ περάσωμεν ὁμοῦ.	[1325, 839, 1585, 905]
divider	[395, 1141, 607, 1143]
column-divider	[1320, 120, 1321, 2230]
column-3	[615, 120, 1085, 2230]
ad-title: ΔΙΑ ΤΟΥΣ ΦΥΜΑΤΙΚΟΥΣ	[1371, 1396, 1539, 1411]
article-paragraph: Χθὲς τὴν πρωίαν περὶ τὴν 7.14΄.15΄΄ ἐσημειώθη ὑπὸ τοῦ Σεισμογράφου τοῦ Ἀστεροσκοπείου δόνησις μετρίας ἐντάσεως, τὸ ἐπίκεντρον τῆς ὁποίας ἀπέχει 130 χιλιόμετρα. Ἡ δόνησις αὕτη ἐγένετο αἰσθητὴ εἰς τὰς πέριξ τοῦ Βόλου καὶ Δομοκοῦ.	[615, 1336, 1085, 1402]
